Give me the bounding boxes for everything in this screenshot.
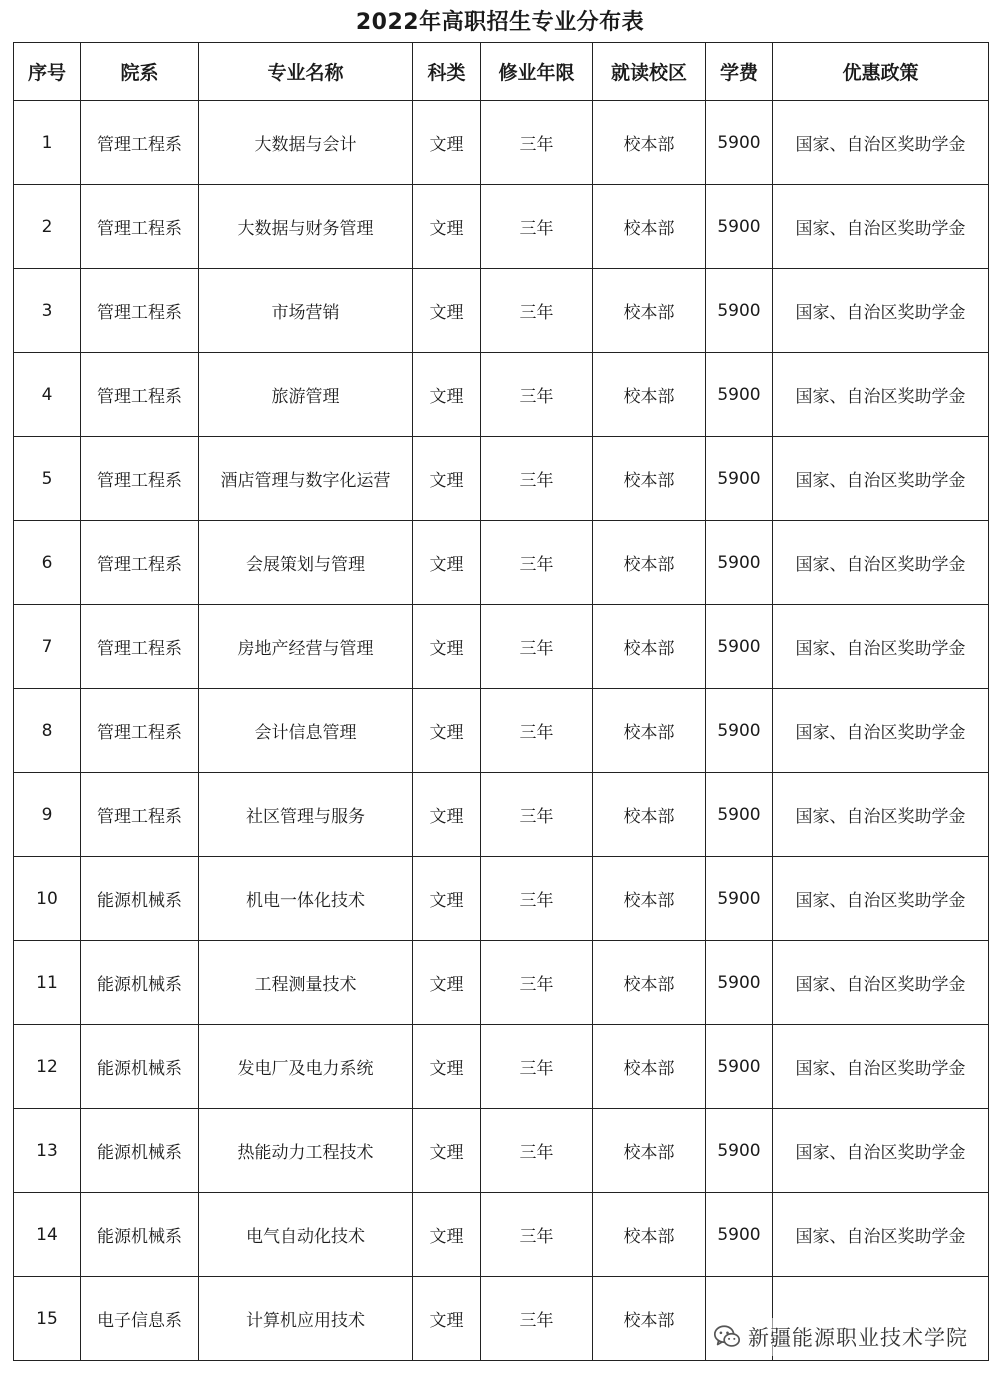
cell-index: 7 xyxy=(14,605,81,689)
cell-tuition: 5900 xyxy=(706,1025,773,1109)
cell-department: 能源机械系 xyxy=(81,857,199,941)
cell-index: 4 xyxy=(14,353,81,437)
table-row xyxy=(14,521,989,605)
cell-department: 能源机械系 xyxy=(81,941,199,1025)
cell-department: 管理工程系 xyxy=(81,437,199,521)
table-row xyxy=(14,1109,989,1193)
cell-major: 工程测量技术 xyxy=(199,941,413,1025)
cell-campus: 校本部 xyxy=(593,773,706,857)
header-policy: 优惠政策 xyxy=(773,43,989,101)
cell-tuition: 5900 xyxy=(706,689,773,773)
header-tuition: 学费 xyxy=(706,43,773,101)
cell-duration: 三年 xyxy=(481,1277,593,1361)
cell-duration: 三年 xyxy=(481,1025,593,1109)
cell-duration: 三年 xyxy=(481,185,593,269)
cell-department: 能源机械系 xyxy=(81,1193,199,1277)
cell-index: 8 xyxy=(14,689,81,773)
table-row xyxy=(14,101,989,185)
cell-policy: 国家、自治区奖助学金 xyxy=(773,101,989,185)
cell-campus: 校本部 xyxy=(593,521,706,605)
header-campus: 就读校区 xyxy=(593,43,706,101)
cell-policy: 国家、自治区奖助学金 xyxy=(773,1109,989,1193)
cell-category: 文理 xyxy=(413,689,481,773)
cell-category: 文理 xyxy=(413,353,481,437)
cell-category: 文理 xyxy=(413,437,481,521)
cell-department: 管理工程系 xyxy=(81,689,199,773)
cell-major: 房地产经营与管理 xyxy=(199,605,413,689)
cell-category: 文理 xyxy=(413,521,481,605)
cell-duration: 三年 xyxy=(481,437,593,521)
cell-department: 管理工程系 xyxy=(81,269,199,353)
cell-duration: 三年 xyxy=(481,857,593,941)
enrollment-table xyxy=(13,42,989,1361)
cell-index: 5 xyxy=(14,437,81,521)
cell-index: 2 xyxy=(14,185,81,269)
cell-policy: 国家、自治区奖助学金 xyxy=(773,353,989,437)
table-row xyxy=(14,857,989,941)
cell-category: 文理 xyxy=(413,1277,481,1361)
cell-category: 文理 xyxy=(413,1025,481,1109)
table-row xyxy=(14,353,989,437)
cell-category: 文理 xyxy=(413,941,481,1025)
wechat-icon xyxy=(712,1322,742,1352)
cell-campus: 校本部 xyxy=(593,689,706,773)
cell-category: 文理 xyxy=(413,605,481,689)
cell-category: 文理 xyxy=(413,269,481,353)
cell-duration: 三年 xyxy=(481,353,593,437)
cell-campus: 校本部 xyxy=(593,353,706,437)
cell-major: 电气自动化技术 xyxy=(199,1193,413,1277)
cell-category: 文理 xyxy=(413,773,481,857)
cell-policy: 国家、自治区奖助学金 xyxy=(773,1193,989,1277)
cell-tuition: 5900 xyxy=(706,521,773,605)
cell-campus: 校本部 xyxy=(593,605,706,689)
table-row xyxy=(14,1025,989,1109)
cell-policy: 国家、自治区奖助学金 xyxy=(773,521,989,605)
table-row xyxy=(14,605,989,689)
cell-policy: 国家、自治区奖助学金 xyxy=(773,269,989,353)
header-category: 科类 xyxy=(413,43,481,101)
header-major: 专业名称 xyxy=(199,43,413,101)
cell-major: 社区管理与服务 xyxy=(199,773,413,857)
cell-department: 电子信息系 xyxy=(81,1277,199,1361)
cell-department: 管理工程系 xyxy=(81,185,199,269)
cell-policy: 国家、自治区奖助学金 xyxy=(773,689,989,773)
cell-index: 3 xyxy=(14,269,81,353)
cell-duration: 三年 xyxy=(481,941,593,1025)
cell-tuition: 5900 xyxy=(706,101,773,185)
cell-campus: 校本部 xyxy=(593,1109,706,1193)
cell-index: 1 xyxy=(14,101,81,185)
cell-tuition: 5900 xyxy=(706,773,773,857)
cell-campus: 校本部 xyxy=(593,269,706,353)
cell-policy: 国家、自治区奖助学金 xyxy=(773,773,989,857)
cell-campus: 校本部 xyxy=(593,1193,706,1277)
cell-tuition: 5900 xyxy=(706,185,773,269)
cell-department: 管理工程系 xyxy=(81,101,199,185)
cell-duration: 三年 xyxy=(481,521,593,605)
cell-tuition: 5900 xyxy=(706,857,773,941)
cell-major: 大数据与会计 xyxy=(199,101,413,185)
cell-index: 15 xyxy=(14,1277,81,1361)
cell-major: 旅游管理 xyxy=(199,353,413,437)
cell-duration: 三年 xyxy=(481,1193,593,1277)
cell-policy: 国家、自治区奖助学金 xyxy=(773,185,989,269)
cell-duration: 三年 xyxy=(481,689,593,773)
header-duration: 修业年限 xyxy=(481,43,593,101)
table-row xyxy=(14,773,989,857)
table-row xyxy=(14,941,989,1025)
cell-major: 热能动力工程技术 xyxy=(199,1109,413,1193)
cell-major: 发电厂及电力系统 xyxy=(199,1025,413,1109)
cell-index: 11 xyxy=(14,941,81,1025)
cell-policy: 国家、自治区奖助学金 xyxy=(773,605,989,689)
cell-campus: 校本部 xyxy=(593,1025,706,1109)
cell-major: 市场营销 xyxy=(199,269,413,353)
cell-tuition: 5900 xyxy=(706,1109,773,1193)
cell-tuition: 5900 xyxy=(706,941,773,1025)
cell-policy: 国家、自治区奖助学金 xyxy=(773,941,989,1025)
table-body xyxy=(14,101,989,1361)
cell-department: 管理工程系 xyxy=(81,605,199,689)
cell-campus: 校本部 xyxy=(593,185,706,269)
cell-major: 酒店管理与数字化运营 xyxy=(199,437,413,521)
table-row xyxy=(14,1193,989,1277)
cell-department: 管理工程系 xyxy=(81,773,199,857)
cell-tuition: 5900 xyxy=(706,1193,773,1277)
cell-major: 会展策划与管理 xyxy=(199,521,413,605)
cell-category: 文理 xyxy=(413,101,481,185)
cell-campus: 校本部 xyxy=(593,941,706,1025)
cell-index: 9 xyxy=(14,773,81,857)
cell-duration: 三年 xyxy=(481,1109,593,1193)
cell-category: 文理 xyxy=(413,1193,481,1277)
cell-tuition: 5900 xyxy=(706,437,773,521)
cell-policy: 国家、自治区奖助学金 xyxy=(773,857,989,941)
cell-major: 会计信息管理 xyxy=(199,689,413,773)
cell-index: 13 xyxy=(14,1109,81,1193)
cell-department: 能源机械系 xyxy=(81,1109,199,1193)
cell-department: 能源机械系 xyxy=(81,1025,199,1109)
cell-tuition: 5900 xyxy=(706,353,773,437)
cell-category: 文理 xyxy=(413,857,481,941)
page-title: 2022年高职招生专业分布表 xyxy=(355,10,645,35)
table-row xyxy=(14,437,989,521)
cell-duration: 三年 xyxy=(481,101,593,185)
cell-index: 6 xyxy=(14,521,81,605)
cell-index: 10 xyxy=(14,857,81,941)
cell-department: 管理工程系 xyxy=(81,521,199,605)
cell-policy: 国家、自治区奖助学金 xyxy=(773,1025,989,1109)
cell-duration: 三年 xyxy=(481,773,593,857)
cell-index: 12 xyxy=(14,1025,81,1109)
cell-campus: 校本部 xyxy=(593,1277,706,1361)
cell-campus: 校本部 xyxy=(593,857,706,941)
watermark-text: 新疆能源职业技术学院 xyxy=(748,1326,968,1350)
cell-policy: 国家、自治区奖助学金 xyxy=(773,437,989,521)
cell-duration: 三年 xyxy=(481,269,593,353)
cell-major: 机电一体化技术 xyxy=(199,857,413,941)
cell-tuition: 5900 xyxy=(706,269,773,353)
cell-category: 文理 xyxy=(413,185,481,269)
cell-category: 文理 xyxy=(413,1109,481,1193)
cell-campus: 校本部 xyxy=(593,101,706,185)
cell-tuition: 5900 xyxy=(706,605,773,689)
table-row xyxy=(14,185,989,269)
cell-major: 大数据与财务管理 xyxy=(199,185,413,269)
table-row xyxy=(14,689,989,773)
table-header-row xyxy=(14,43,989,101)
cell-campus: 校本部 xyxy=(593,437,706,521)
table-row xyxy=(14,269,989,353)
header-index: 序号 xyxy=(14,43,81,101)
watermark xyxy=(708,1318,972,1356)
cell-duration: 三年 xyxy=(481,605,593,689)
header-department: 院系 xyxy=(81,43,199,101)
cell-major: 计算机应用技术 xyxy=(199,1277,413,1361)
cell-department: 管理工程系 xyxy=(81,353,199,437)
cell-index: 14 xyxy=(14,1193,81,1277)
